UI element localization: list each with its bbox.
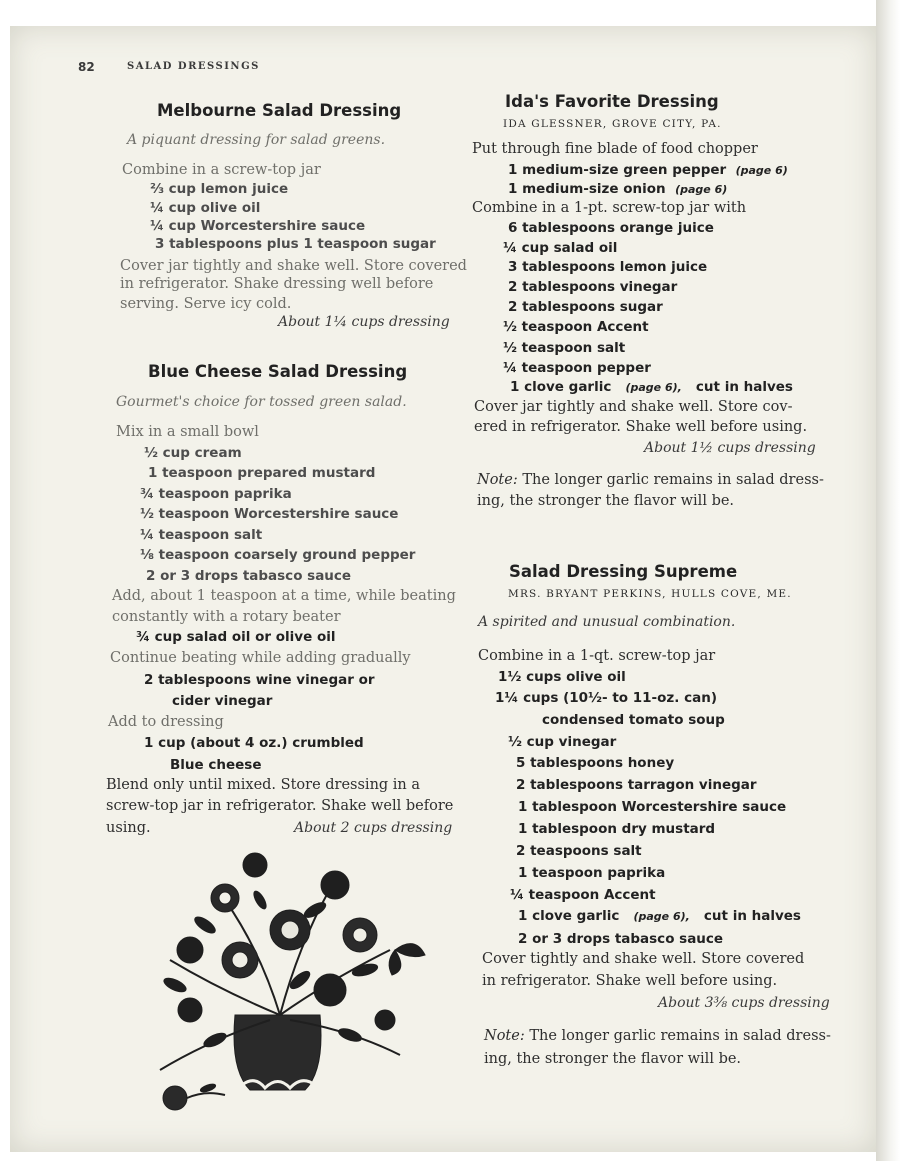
- recipe-note: ing, the stronger the flavor will be.: [484, 1051, 742, 1067]
- ingredient: 1 cup (about 4 oz.) crumbled: [144, 735, 364, 751]
- ingredient: 2 or 3 drops tabasco sauce: [518, 931, 724, 947]
- recipe-tagline: A spirited and unusual combination.: [478, 614, 736, 630]
- page-number: 82: [78, 60, 95, 74]
- recipe-step: using.: [106, 820, 151, 836]
- recipe-step: Cover jar tightly and shake well. Store cov-: [474, 399, 793, 415]
- ingredient: 5 tablespoons honey: [516, 755, 675, 771]
- recipe-step: Cover jar tightly and shake well. Store covered: [120, 258, 467, 274]
- ingredient: cider vinegar: [172, 693, 273, 709]
- ingredient: 2 teaspoons salt: [516, 843, 642, 859]
- recipe-step: Blend only until mixed. Store dressing in a: [106, 777, 421, 793]
- ingredient: Blue cheese: [170, 757, 262, 773]
- ingredient: ½ cup vinegar: [508, 734, 617, 750]
- recipe-step: Put through fine blade of food chopper: [472, 141, 758, 157]
- ingredient: 1 medium-size green pepper (page 6): [508, 162, 788, 178]
- ingredient: 3 tablespoons lemon juice: [508, 259, 708, 275]
- page-edge: [876, 0, 900, 1161]
- recipe-yield: About 1¼ cups dressing: [278, 314, 450, 330]
- ingredient: ¼ cup olive oil: [150, 200, 261, 216]
- recipe-note: Note: The longer garlic remains in salad dress-: [477, 472, 824, 488]
- ingredient: ½ teaspoon salt: [503, 340, 626, 356]
- recipe-note: Note: The longer garlic remains in salad dress-: [484, 1028, 831, 1044]
- ingredient: 2 tablespoons vinegar: [508, 279, 678, 295]
- ingredient: 1 tablespoon dry mustard: [518, 821, 716, 837]
- ingredient: ½ cup cream: [144, 445, 242, 461]
- ingredient: 1 teaspoon prepared mustard: [148, 465, 376, 481]
- ingredient: 2 tablespoons wine vinegar or: [144, 672, 375, 688]
- recipe-yield: About 1½ cups dressing: [644, 440, 816, 456]
- ingredient: ¼ teaspoon pepper: [503, 360, 651, 376]
- ingredient: ¼ cup Worcestershire sauce: [150, 218, 366, 234]
- recipe-step: Combine in a screw-top jar: [122, 162, 321, 178]
- recipe-byline: IDA GLESSNER, GROVE CITY, PA.: [503, 118, 722, 130]
- ingredient: 2 tablespoons tarragon vinegar: [516, 777, 757, 793]
- recipe-title: Ida's Favorite Dressing: [505, 92, 719, 111]
- recipe-byline: MRS. BRYANT PERKINS, HULLS COVE, ME.: [508, 588, 792, 600]
- ingredient: 3 tablespoons plus 1 teaspoon sugar: [155, 236, 436, 252]
- ingredient: ¾ teaspoon paprika: [140, 486, 292, 502]
- ingredient: 1 tablespoon Worcestershire sauce: [518, 799, 787, 815]
- ingredient: ¼ teaspoon salt: [140, 527, 263, 543]
- ingredient: 1½ cups olive oil: [498, 669, 626, 685]
- recipe-step: Add to dressing: [108, 714, 224, 730]
- recipe-step: screw-top jar in refrigerator. Shake well before: [106, 798, 454, 814]
- ingredient: 1 medium-size onion (page 6): [508, 181, 728, 197]
- recipe-title: Salad Dressing Supreme: [509, 562, 738, 581]
- recipe-step: Add, about 1 teaspoon at a time, while beating: [112, 588, 456, 604]
- recipe-step: Combine in a 1-pt. screw-top jar with: [472, 200, 747, 216]
- recipe-step: Continue beating while adding gradually: [110, 650, 411, 666]
- recipe-title: Blue Cheese Salad Dressing: [148, 362, 408, 381]
- ingredient: 1¼ cups (10½- to 11-oz. can): [495, 690, 717, 706]
- recipe-step: ered in refrigerator. Shake well before using.: [474, 419, 808, 435]
- recipe-title: Melbourne Salad Dressing: [157, 101, 402, 120]
- recipe-tagline: Gourmet's choice for tossed green salad.: [116, 394, 407, 410]
- recipe-yield: About 3⅜ cups dressing: [658, 995, 830, 1011]
- ingredient: condensed tomato soup: [542, 712, 725, 728]
- ingredient: ½ teaspoon Accent: [503, 319, 649, 335]
- ingredient: ¾ cup salad oil or olive oil: [136, 629, 336, 645]
- flower-bouquet-illustration: [130, 840, 460, 1120]
- ingredient: 2 tablespoons sugar: [508, 299, 663, 315]
- recipe-step: in refrigerator. Shake well before using.: [482, 973, 778, 989]
- recipe-step: constantly with a rotary beater: [112, 609, 341, 625]
- recipe-tagline: A piquant dressing for salad greens.: [127, 132, 386, 148]
- recipe-yield: About 2 cups dressing: [294, 820, 453, 836]
- ingredient: ¼ teaspoon Accent: [510, 887, 656, 903]
- recipe-step: serving. Serve icy cold.: [120, 296, 292, 312]
- recipe-step: Combine in a 1-qt. screw-top jar: [478, 648, 716, 664]
- ingredient: 1 teaspoon paprika: [518, 865, 666, 881]
- ingredient: 1 clove garlic (page 6), cut in halves: [510, 379, 793, 395]
- ingredient: ½ teaspoon Worcestershire sauce: [140, 506, 399, 522]
- recipe-step: Cover tightly and shake well. Store covered: [482, 951, 805, 967]
- running-head: SALAD DRESSINGS: [127, 61, 260, 72]
- ingredient: 6 tablespoons orange juice: [508, 220, 714, 236]
- ingredient: 1 clove garlic (page 6), cut in halves: [518, 908, 801, 924]
- ingredient: ¼ cup salad oil: [503, 240, 618, 256]
- ingredient: ⅔ cup lemon juice: [150, 181, 289, 197]
- ingredient: ⅛ teaspoon coarsely ground pepper: [140, 547, 416, 563]
- ingredient: 2 or 3 drops tabasco sauce: [146, 568, 352, 584]
- recipe-step: in refrigerator. Shake dressing well before: [120, 276, 434, 292]
- recipe-step: Mix in a small bowl: [116, 424, 259, 440]
- recipe-note: ing, the stronger the flavor will be.: [477, 493, 735, 509]
